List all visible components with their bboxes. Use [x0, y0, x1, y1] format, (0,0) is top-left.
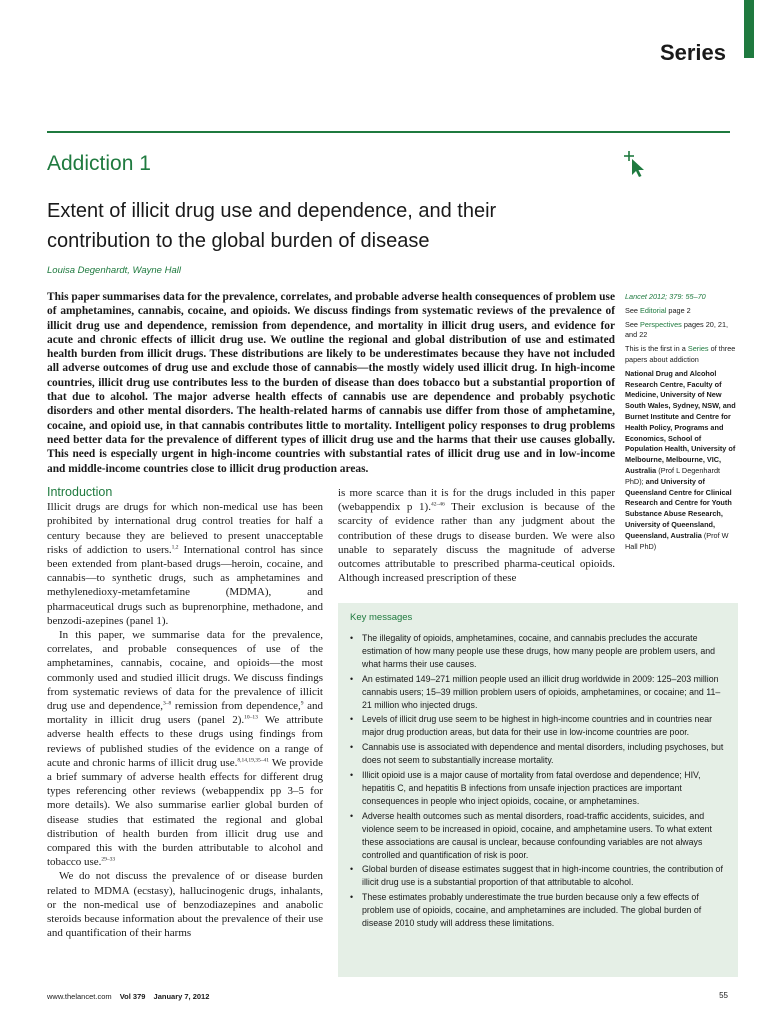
page-number: 55 — [719, 991, 728, 1000]
bullet-icon: • — [350, 810, 354, 821]
bullet-icon: • — [350, 673, 354, 684]
paragraph-1: Illicit drugs are drugs for which non-medical use has been prohibited by international drug control treaties for half a century because they are believed to present unacceptable risks of addiction to users.$^{1,2}$ International control has since been extended from plant-based drugs—heroin, cocaine, and cannabis—to synthetic drugs, such as amphetamines and methylenedioxy-metamfetamine (MDMA), and pharmaceutical drugs such as buprenorphine, methadone, and benzodi-azepines (panel 1). — [47, 501, 324, 627]
author-1-credential: (Prof L Degenhardt PhD); — [625, 465, 721, 486]
author-2-credential: (Prof W Hall PhD) — [625, 530, 729, 551]
key-message-text: Global burden of disease estimates suggest that in high-income countries, the contribution of illicit drug use is a substantial proportion of that attributable to alcohol. — [362, 864, 723, 888]
series-link[interactable]: Series — [687, 344, 709, 354]
citation-line — [625, 292, 737, 303]
key-message-text: These estimates probably underestimate the true burden because only a few effects of problem use of opioids, cocaine, and amphetamines are included. The global burden of disease 2010 study will address these limitations. — [362, 892, 702, 929]
key-messages-list — [350, 632, 726, 930]
key-message-text: Cannabis use is associated with dependence and mental disorders, including psychoses, but does not seem to substantially increase mortality. — [362, 742, 724, 766]
author-list: Louisa Degenhardt, Wayne Hall — [47, 265, 181, 276]
paragraph-3: We do not discuss the prevalence of or disease burden related to MDMA (ecstasy), hallucinogenic drugs, inhalants, or the non-medical use of benzodiazepines and anabolic steroids because information about the prevalence of their use and quantification of their harms — [47, 870, 323, 940]
section-title: Addiction 1 — [47, 152, 151, 175]
issue-date: January 7, 2012 — [153, 992, 210, 1001]
article-title: Extent of illicit drug use and dependence, and their contribution to the global burden of disease — [47, 200, 497, 252]
key-message-text: Illicit opioid use is a major cause of mortality from fatal overdose and dependence; HIV, hepatitis C, and hepatitis B infections from unsafe injection practices are important consequences in people who inject opioids, cocaine, or amphetamines. — [362, 770, 701, 806]
key-messages-panel — [338, 603, 738, 977]
bullet-icon: • — [350, 770, 354, 781]
series-note: This is the first in a Series of three papers about addiction — [625, 344, 736, 364]
key-message-item — [350, 673, 726, 712]
bullet-icon: • — [350, 892, 354, 903]
bullet-icon: • — [350, 742, 354, 753]
volume: Vol 379 — [119, 992, 146, 1001]
affiliations: National Drug and Alcohol Research Centre, Faculty of Medicine, University of New South Wales, Sydney, NSW, and Burnet Institute and Centre for Health Policy, Programs and Economics, School of Population Health, University of Melbourne, Melbourne, VIC, Australia (Prof L Degenhardt PhD); and University of Queensland Centre for Clinical Research and Centre for Youth Substance Abuse Research, University of Queensland, Queensland, Australia (Prof W Hall PhD) — [625, 368, 736, 551]
perspectives-link[interactable]: Perspectives — [640, 319, 682, 329]
affiliation-2: University of Queensland Centre for Clinical Research and Centre for Youth Substance Abuse Research, University of Queensland, Queensland, Australia — [625, 476, 732, 540]
paragraph-4: is more scarce than it is for the drugs included in this paper (webappendix p 1).$^{42-46}$ Their exclusion is because of the scarcity of evidence rather than any judgment about the contribution of these drugs to disease burden. We were also unable to separately discuss the magnitude of adverse outcomes attributable to prescribed pharma-ceutical opioids. Although increased prescription of these — [338, 487, 616, 585]
key-messages-title: Key messages — [350, 612, 413, 623]
key-message-item — [350, 810, 726, 862]
paragraph-2: In this paper, we summarise data for the prevalence, correlates, and probable consequences of use of the amphetamines, cannabis, cocaine, and opioids—the most commonly used and studied illicit drugs. We discuss findings from systematic reviews of data for the prevalence of illicit drug use and dependence,$^{3-8}$ remission from dependence,$^9$ and mortality in illicit drug users (panel 2).$^{10-13}$ We attribute adverse health effects to these drugs using findings from reviews of published studies of the evidence on a range of acute and chronic harms of illicit drug use.$^{8,14,19,35-41}$ We provide a brief summary of adverse health effects for different drug types referencing other reviews (webappendix pp 3–5 for more details). We also summarise earlier global burden of disease studies that estimated the regional and global distribution of health burden from illicit drug use and compared this with the burden attributable to alcohol and tobacco use.$^{29-33}$ — [47, 629, 323, 869]
header-rule — [47, 131, 730, 133]
introduction-heading: Introduction — [47, 485, 113, 499]
footer-citation — [47, 992, 209, 1001]
body-column-middle — [338, 486, 615, 585]
key-message-text: An estimated 149–271 million people used an illicit drug worldwide in 2009: 125–203 million cannabis users; 15–39 million problem users of opioids, amphetamines, or cocaine; and 11–21 million who injected drugs. — [362, 673, 721, 710]
key-message-item — [350, 632, 726, 671]
see-perspectives: See Perspectives pages 20, 21, and 22 — [625, 319, 729, 340]
key-message-item — [350, 891, 726, 930]
bullet-icon: • — [350, 633, 354, 643]
key-message-text: Levels of illicit drug use seem to be highest in high-income countries and in countries near major drug production areas, but data for their use in low-income countries are poor. — [362, 714, 713, 738]
journal-site[interactable]: www.thelancet.com — [47, 992, 112, 1001]
key-message-text: Adverse health outcomes such as mental disorders, road-traffic accidents, suicides, and violence seem to be increased in opioid, cocaine, and amphetamine users. To what extent these associations are causal is unclear, because confounding variables are not always controlled and quantification of risk is poor. — [362, 810, 712, 860]
series-color-bar — [744, 0, 754, 58]
key-message-item — [350, 863, 726, 889]
journal-citation[interactable]: Lancet 2012; 379: 55–70 — [625, 292, 706, 301]
see-editorial: See Editorial page 2 — [625, 305, 691, 315]
bullet-icon: • — [350, 714, 354, 725]
key-message-item — [350, 741, 726, 767]
body-column-left — [47, 485, 323, 941]
key-message-item — [350, 713, 726, 739]
affiliation-1: National Drug and Alcohol Research Centre, Faculty of Medicine, University of New South Wales, Sydney, NSW, and Burnet Institute and Centre for Health Policy, Programs and Economics, School of Population Health, University of Melbourne, Melbourne, VIC, Australia — [625, 368, 736, 475]
key-message-item — [350, 769, 726, 808]
sidebar-notes — [625, 292, 737, 555]
bullet-icon: • — [350, 864, 354, 875]
abstract: This paper summarises data for the prevalence, correlates, and probable adverse health consequences of problem use of amphetamines, cannabis, cocaine, and opioids. We discuss findings from systematic reviews of the prevalence of illicit drug use and dependence, remission from dependence, and mortality in illicit drug users, and evidence for acute and chronic effects of illicit drug use. We outline the regional and global distribution of use and estimated health burden from illicit drugs. These distributions are likely to be underestimates because they have not included all adverse outcomes of drug use and exclude those of cannabis—the mostly widely used illicit drug. In high-income countries, illicit drug use contributes less to the burden of disease than does tobacco but a substantial proportion of that due to alcohol. The major adverse health effects of cannabis use are dependence and probably psychotic disorders and other mental disorders. The health-related harms of cannabis use differ from those of amphetamine, cocaine, and opioid use, in that cannabis contributes little to mortality. Intelligent policy responses to drug problems need better data for the prevalence of different types of illicit drug use and the harms that their use causes globally. This need is especially urgent in high-income countries with substantial rates of illicit drug use and in low-income and middle-income countries close to illicit drug production areas. — [47, 291, 615, 475]
crossmark-cursor-icon[interactable] — [622, 150, 646, 178]
editorial-link[interactable]: Editorial — [640, 305, 667, 315]
key-message-text: The illegality of opioids, amphetamines, cocaine, and cannabis precludes the accurate estimation of how many people use these drugs, how many people are problem users, and what harms their use causes. — [362, 633, 716, 669]
series-label: Series — [659, 40, 726, 65]
